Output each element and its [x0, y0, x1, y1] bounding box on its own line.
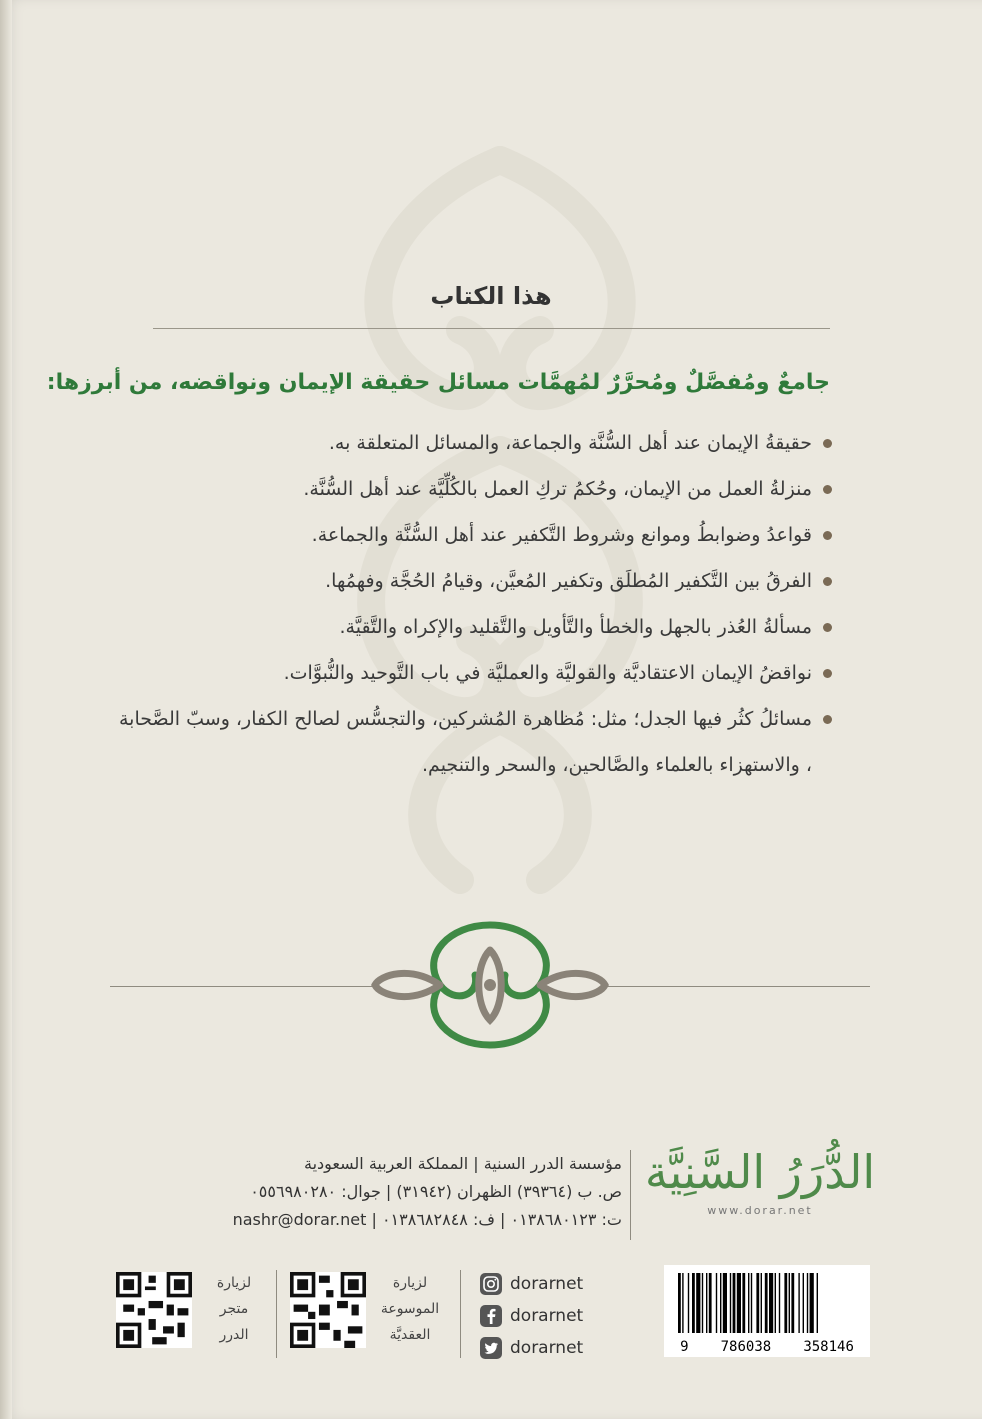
barcode-bar [723, 1273, 727, 1333]
publisher-name: مؤسسة الدرر السنية | المملكة العربية السعودية [304, 1154, 622, 1173]
instagram-icon [480, 1273, 502, 1295]
barcode-bar [692, 1273, 695, 1333]
list-item: مسألةُ العُذر بالجهل والخطأ والتَّأويل والتَّقليد والإكراه والتَّقيَّة. [112, 604, 832, 650]
barcode-bar [748, 1273, 749, 1333]
isbn-barcode [664, 1265, 870, 1357]
barcode-bar [807, 1273, 808, 1333]
barcode-bar [751, 1273, 752, 1333]
list-item: منزلةُ العمل من الإيمان، وحُكمُ تركِ العمل بالكُلِّيَّة عند أهل السُّنَّة. [112, 466, 832, 512]
title-divider [153, 328, 830, 329]
barcode-bar [716, 1273, 717, 1333]
barcode-bar [742, 1273, 745, 1333]
barcode-bar [761, 1273, 762, 1333]
barcode-bar [756, 1273, 759, 1333]
barcode-bar [803, 1273, 804, 1333]
social-links [480, 1268, 620, 1364]
list-item: الفرقُ بين التَّكفير المُطلَق وتكفير المُعيَّن، وقيامُ الحُجَّة وفهمُها. [112, 558, 832, 604]
list-item: مسائلُ كثُر فيها الجدل؛ مثل: مُظاهرة المُشركين، والتجسُّس لصالح الكفار، وسبّ الصَّحابة ، والاستهزاء بالعلماء والصَّالحين، والسحر والتنجيم. [112, 696, 832, 788]
barcode-bar [702, 1273, 703, 1333]
bullet-icon [823, 485, 832, 494]
bullet-icon [823, 623, 832, 632]
social-twitter[interactable]: dorarnet [480, 1332, 620, 1364]
barcode-bar [688, 1273, 689, 1333]
barcode-bar [709, 1273, 712, 1333]
barcode-bar [696, 1273, 700, 1333]
barcode-bar [775, 1273, 776, 1333]
barcode-bar [730, 1273, 731, 1333]
qr-divider [460, 1270, 461, 1358]
spine-shadow [0, 0, 12, 1419]
publisher-phone: ت: ٠١٣٨٦٨٠١٢٣ | ف: ٠١٣٨٦٨٢٨٤٨ | [371, 1210, 622, 1229]
barcode-bar [706, 1273, 707, 1333]
logo-url[interactable]: www.dorar.net [707, 1204, 813, 1217]
barcode-bar [784, 1273, 787, 1333]
barcode-bar [682, 1273, 683, 1333]
store-qr-code[interactable] [116, 1272, 192, 1348]
arabesque-ornament-icon [360, 905, 620, 1065]
ornament-line-right [608, 986, 870, 987]
bullet-icon [823, 439, 832, 448]
barcode-bar [720, 1273, 721, 1333]
barcode-bar [798, 1273, 799, 1333]
publisher-divider [630, 1150, 631, 1240]
barcode-bar [779, 1273, 780, 1333]
publisher-contact [102, 1206, 622, 1234]
barcode-bar [769, 1273, 773, 1333]
publisher-info [102, 1150, 622, 1234]
social-facebook[interactable]: dorarnet [480, 1300, 620, 1332]
bullet-icon [823, 531, 832, 540]
isbn-number: 9 786038 358146 [680, 1339, 854, 1355]
publisher-email[interactable]: nashr@dorar.net [232, 1210, 367, 1229]
list-item: حقيقةُ الإيمان عند أهل السُّنَّة والجماعة، والمسائل المتعلقة به. [112, 420, 832, 466]
list-item: قواعدُ وضوابطُ وموانع وشروط التَّكفير عند أهل السُّنَّة والجماعة. [112, 512, 832, 558]
barcode-bar [817, 1273, 818, 1333]
facebook-icon [480, 1305, 502, 1327]
list-item: نواقضُ الإيمان الاعتقاديَّة والقوليَّة والعمليَّة في باب التَّوحيد والنُّبوَّات. [112, 650, 832, 696]
barcode-bars [664, 1265, 870, 1337]
publisher-address: ص. ب (٣٩٣٦٤) الظهران (٣١٩٤٢) | جوال: ٠٥٥٦٩٨٠٢٨٠ [250, 1182, 622, 1201]
bullet-icon [823, 669, 832, 678]
bullet-icon [823, 715, 832, 724]
encyclopedia-qr-code[interactable] [290, 1272, 366, 1348]
intro-text: جامعٌ ومُفصَّلٌ ومُحرَّرٌ لمُهمَّات مسائل حقيقة الإيمان ونواقضه، من أبرزها: [46, 370, 830, 395]
store-qr-label: لزيارة متجر الدرر [216, 1275, 252, 1343]
publisher-logo [640, 1140, 880, 1240]
barcode-bar [737, 1273, 741, 1333]
qr-divider [276, 1270, 277, 1358]
barcode-bar [678, 1273, 681, 1333]
barcode-bar [765, 1273, 768, 1333]
barcode-bar [733, 1273, 736, 1333]
bullet-icon [823, 577, 832, 586]
twitter-icon [480, 1337, 502, 1359]
logo-name: الدُّرَرُ السَّنِيَّة [644, 1145, 876, 1199]
barcode-bar [810, 1273, 814, 1333]
topics-list [112, 420, 832, 788]
encyclopedia-qr-label: لزيارة الموسوعة العقديَّة [380, 1275, 440, 1343]
ornament-line-left [110, 986, 372, 987]
barcode-bar [789, 1273, 790, 1333]
section-title: هذا الكتاب [430, 282, 552, 310]
barcode-bar [791, 1273, 794, 1333]
social-instagram[interactable]: dorarnet [480, 1268, 620, 1300]
